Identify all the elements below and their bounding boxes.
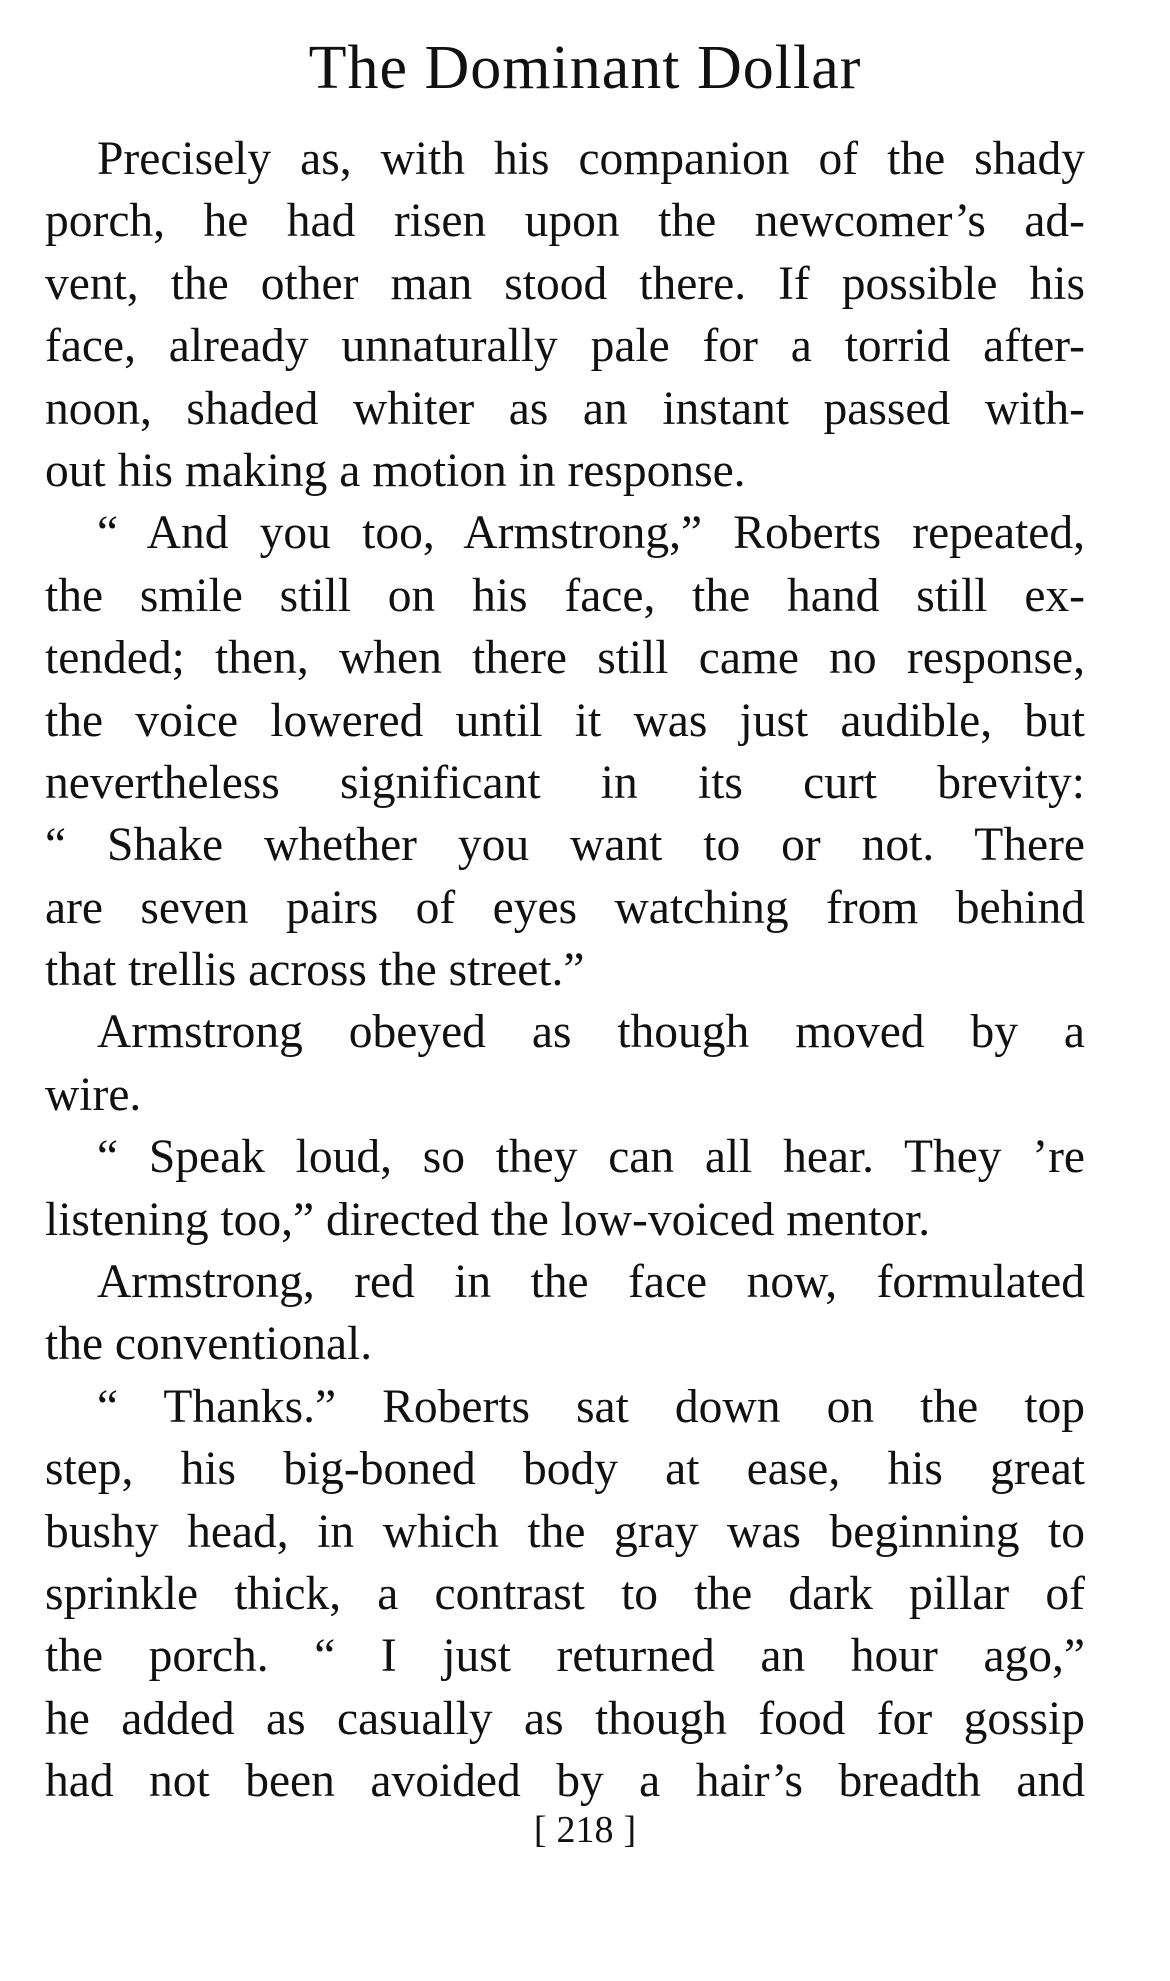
text-line: wire. <box>45 1068 142 1121</box>
text-line: Armstrong obeyed as though moved by a <box>97 1006 1085 1059</box>
text-line: face, already unnaturally pale for a torrid after- <box>45 320 1085 373</box>
text-line: the smile still on his face, the hand still ex- <box>45 569 1085 622</box>
text-line: “ Shake whether you want to or not. There <box>45 819 1085 872</box>
running-title: The Dominant Dollar <box>308 34 862 102</box>
text-line: vent, the other man stood there. If possible his <box>45 257 1085 310</box>
text-line: porch, he had risen upon the newcomer’s ad- <box>45 195 1085 248</box>
text-line: nevertheless significant in its curt brevity: <box>45 756 1085 809</box>
folio-bracket-open: [ <box>533 1809 547 1851</box>
text-line: listening too,” directed the low-voiced mentor. <box>45 1193 931 1246</box>
text-line: are seven pairs of eyes watching from behind <box>45 881 1085 934</box>
text-line: “ Speak loud, so they can all hear. They ’re <box>97 1131 1085 1184</box>
text-line: “ And you too, Armstrong,” Roberts repeated, <box>97 507 1085 560</box>
text-line: the conventional. <box>45 1318 373 1371</box>
text-line: had not been avoided by a hair’s breadth and <box>45 1755 1085 1808</box>
text-line: Precisely as, with his companion of the shady <box>97 133 1085 185</box>
page-number-value: 218 <box>556 1809 614 1851</box>
text-line: the voice lowered until it was just audible, but <box>45 694 1085 747</box>
text-line: he added as casually as though food for gossip <box>45 1692 1085 1745</box>
text-line: tended; then, when there still came no response, <box>45 632 1085 685</box>
text-line: Armstrong, red in the face now, formulated <box>97 1256 1085 1309</box>
text-line: noon, shaded whiter as an instant passed with- <box>45 382 1085 435</box>
text-line: sprinkle thick, a contrast to the dark pillar of <box>45 1567 1085 1620</box>
text-line: “ Thanks.” Roberts sat down on the top <box>97 1380 1085 1433</box>
text-line: the porch. “ I just returned an hour ago,” <box>45 1630 1085 1683</box>
folio-bracket-close: ] <box>623 1809 637 1851</box>
page-number <box>0 1805 1170 1855</box>
body-text <box>45 128 1085 1813</box>
text-line: out his making a motion in response. <box>45 444 746 497</box>
text-line: step, his big-boned body at ease, his great <box>45 1443 1085 1496</box>
text-line: bushy head, in which the gray was beginning to <box>45 1505 1085 1558</box>
text-line: that trellis across the street.” <box>45 944 585 997</box>
